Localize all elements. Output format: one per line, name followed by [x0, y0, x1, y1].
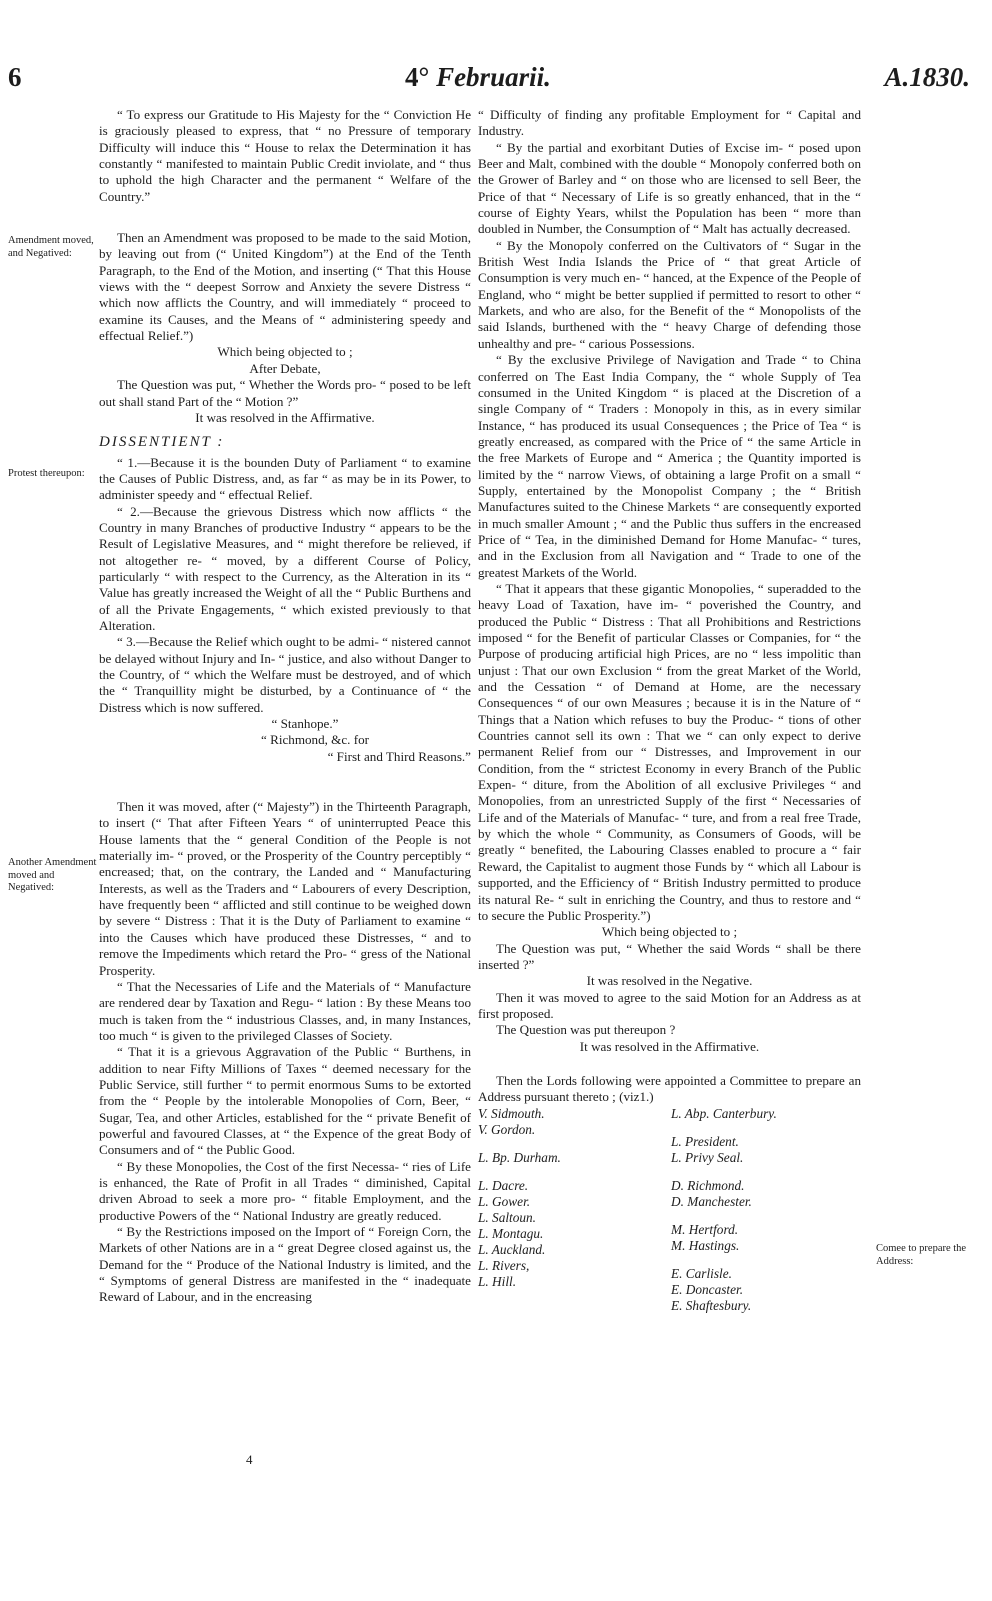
committee-lord: E. Doncaster. [671, 1282, 744, 1298]
address-quote-end: “ To express our Gratitude to His Majesty for the “ Conviction He is graciously pleased to express, that “ no Pressure of temporary Difficulty will induce this “ House to relax the Determination it has constantly “ manifested to maintain Public Credit inviolate, and “ thus to uphold the high Character and the permanent “ Welfare of the Country.” [99, 107, 471, 204]
second-amendment: Then it was moved, after (“ Majesty”) in the Thirteenth Paragraph, to insert (“ That after Fifteen Years “ of uninterrupted Peace this House laments that the “ general Condition of the People is not materially im- “ proved, or the Prosperity of the Country perceptibly “ encreased; that, on the contrary, the Landed and “ Manufacturing Interests, as well as the Traders and “ Labourers of every Description, have frequently been “ afflicted and still continue to be weighed down by severe “ Distress : That it is the Duty of Parliament to examine “ into the Causes which have produced these Distresses, “ and to remove the Impediments which retard the Pro- “ gress of the National Prosperity. [99, 799, 471, 978]
paragraph-difficulty: “ Difficulty of finding any profitable Employment for “ Capital and Industry. [478, 107, 861, 139]
margin-note-protest: Protest thereupon: [8, 468, 85, 479]
committee-lord [478, 1166, 653, 1178]
committee-lord: L. President. [671, 1133, 739, 1149]
committee-lord: D. Richmond. [671, 1177, 745, 1193]
signature-mark: 4 [246, 1452, 253, 1467]
committee-lord: D. Manchester. [671, 1194, 752, 1209]
committee-lord: E. Shaftesbury. [671, 1298, 752, 1314]
after-debate-line: After Debate, [249, 360, 321, 376]
paragraph-restrictions: “ By the Restrictions imposed on the Import of “ Foreign Corn, the Markets of other Nations are in a “ great Degree closed against us, the Demand for the “ Produce of the National Industry is limited, and the “ Symptoms of general Distress are manifested in the “ inadequate Reward of Labour, and in the encreasing [99, 1224, 471, 1305]
committee-lord: L. Gower. [478, 1194, 531, 1209]
reason-3: “ 3.—Because the Relief which ought to be admi- “ nistered cannot be delayed without Injury and In- “ justice, and also without Danger to the Country, of “ which the Welfare must be destroyed, and of which the “ Tranquillity might be disturbed, by a Continuance of “ the Distress which is now suffered. [99, 634, 471, 715]
paragraph-aggravation: “ That it is a grievous Aggravation of the Public “ Burthens, in addition to near Fifty Millions of Taxes “ deemed necessary for the Public Service, still further “ to permit enormous Sums to be extorted from the “ People by the intolerable Monopolies of Corn, Beer, “ Sugar, Tea, and other Articles, established for the “ private Benefit of powerful and favoured Classes, at “ the Expence of the great Body of Consumers and of “ the Public Good. [99, 1044, 471, 1158]
left-column [99, 107, 471, 1306]
signature-richmond: “ Richmond, &c. for [261, 732, 369, 748]
resolved-affirmative-2: It was resolved in the Affirmative. [579, 1038, 760, 1054]
committee-lord [671, 1210, 861, 1222]
committee-lord: E. Carlisle. [671, 1266, 732, 1282]
committee-lord: V. Gordon. [478, 1121, 536, 1137]
committee-lord [671, 1166, 861, 1178]
paragraph-sugar: “ By the Monopoly conferred on the Cultivators of “ Sugar in the British West India Islands the Price of “ that great Article of Consumption is very much en- “ hanced, at the Expence of the People of England, who “ might be better supplied if permitted to resort to other “ Markets, and who are also, for the Benefit of the “ Monopolists of the said Islands, burthened with the “ heavy Charge of defending those unhealthy and pre- “ carious Possessions. [478, 237, 861, 351]
committee-lord: V. Sidmouth. [478, 1105, 545, 1121]
committee-lord: L. Hill. [478, 1274, 517, 1290]
journal-year: A.1830. [884, 62, 970, 92]
objected-line-2: Which being objected to ; [601, 924, 738, 940]
committee-lord: L. Bp. Durham. [478, 1149, 561, 1165]
committee-intro: Then the Lords following were appointed a Committee to prepare an Address pursuant thereto ; (viz1.) [478, 1072, 861, 1105]
committee-lord [671, 1122, 861, 1134]
paragraph-excise: “ By the partial and exorbitant Duties of Excise im- “ posed upon Beer and Malt, combined with the double “ Monopoly conferred both on the Grower of Barley and “ on those who are licensed to sell Beer, the Price of that “ Necessary of Life is so greatly enhanced, that in the “ course of Eighty Years, whilst the Population has been “ more than doubled in Number, the Consumption of “ Malt has actually decreased. [478, 139, 861, 237]
paragraph-gigantic: “ That it appears that these gigantic Monopolies, “ superadded to the heavy Load of Taxation, have im- “ poverished the Country, and produced the Public “ Distress : That all Prohibitions and Restrictions imposed “ for the Benefit of particular Classes or Companies, for “ the Purpose of producing artificial high Prices, are no “ less impolitic than unjust : That our own Exclusion “ from the great Market of the World, and the Cessation “ of Demand at Home, are the necessary Consequences “ of our own Measures ; because it is in the Nature of “ Things that a Nation which refuses to buy the Produc- “ tions of other Countries cannot sell its own : That we “ can only expect to derive permanent Relief from our “ Distresses, and Improvement in our Condition, from the “ strictest Economy in every Branch of the Public Expen- “ diture, from the Abolition of all exclusive Privileges “ and Monopolies, from an unrestricted Supply of the first “ Necessaries of Life and of the Materials of Manufac- “ ture, and from a real free Trade, by which the whole “ Community, as Consumers of Goods, will be greatly “ benefited, the Labouring Classes enabled to procure a “ fair Reward, the Capitalist to augment those Funds by “ which all Labour is supported, and the Efficiency of “ British Industry permitted to produce its natural Re- “ sult in enriching the Country, and thus to restore and “ to secure the Public Prosperity.”) [478, 580, 861, 923]
journal-date [405, 62, 551, 93]
committee-lord: L. Dacre. [478, 1177, 529, 1193]
page-header [0, 62, 992, 98]
question-put-3: The Question was put thereupon ? [496, 1022, 676, 1038]
committee-lords [478, 1106, 861, 1315]
lords-left-list [478, 1106, 653, 1315]
paragraph-necessaries: “ That the Necessaries of Life and the Materials of “ Manufacture are rendered dear by Taxation and Regu- “ lation : By these Means too much is taken from the “ industrious Classes, and, in many Instances, too much “ is given to the privileged Classes of Society. [99, 978, 471, 1043]
signature-stanhope: “ Stanhope.” [271, 716, 339, 732]
committee-lord: M. Hastings. [671, 1238, 740, 1254]
resolved-negative: It was resolved in the Negative. [586, 973, 753, 989]
margin-note-amendment: Amendment moved, and Negatived: [8, 235, 94, 259]
margin-note-committee: Comee to prepare the Address: [876, 1243, 967, 1267]
dissentient-heading: DISSENTIENT : [99, 434, 225, 451]
committee-lord: M. Hertford. [671, 1222, 739, 1238]
reason-2: “ 2.—Because the grievous Distress which now afflicts “ the Country in many Branches of productive Industry “ appears to be the Result of Legislative Measures, and “ might therefore be relieved, if not altogether re- “ moved, by a different Course of Policy, particularly “ with respect to the Currency, as the Alteration in its “ Value has greatly increased the Weight of all the “ Public Burthens and of all the Private Engagements, “ which existed previously to that Alteration. [99, 503, 471, 633]
amendment-paragraph: Then an Amendment was proposed to be made to the said Motion, by leaving out from (“ United Kingdom”) at the End of the Tenth Paragraph, to the End of the Motion, and inserting (“ That this House views with the “ deepest Sorrow and Anxiety the severe Distress “ which now afflicts the Country, and will immediately “ proceed to examine its Causes, and the Means of “ administering speedy and effectual Relief.”) [99, 230, 471, 344]
moved-agree: Then it was moved to agree to the said Motion for an Address as at first proposed. [478, 989, 861, 1021]
right-column [478, 107, 861, 1315]
paragraph-monopolies: “ By these Monopolies, the Cost of the first Necessa- “ ries of Life is enhanced, the Rate of Profit in all Trades “ diminished, Capital driven Abroad to seek a more pro- “ fitable Employment, and the productive Powers of the “ National Industry are greatly reduced. [99, 1158, 471, 1223]
committee-lord: L. Abp. Canterbury. [671, 1105, 777, 1121]
lords-right-list [671, 1106, 861, 1315]
committee-lord: L. Rivers, [478, 1258, 530, 1274]
committee-lord: L. Saltoun. [478, 1210, 536, 1226]
signature-reasons: “ First and Third Reasons.” [327, 748, 471, 764]
date-prefix: 4° [405, 62, 430, 92]
question-put: The Question was put, “ Whether the Words pro- “ posed to be left out shall stand Part of the “ Motion ?” [99, 377, 471, 409]
page-number: 6 [8, 62, 22, 92]
resolved-affirmative: It was resolved in the Affirmative. [195, 409, 375, 425]
committee-lord [671, 1254, 861, 1266]
date-month: Februarii. [436, 62, 551, 92]
committee-lord: L. Privy Seal. [671, 1149, 744, 1165]
question-put-2: The Question was put, “ Whether the said Words “ shall be there inserted ?” [478, 940, 861, 972]
margin-note-another-amendment: Another Amendment moved and Negatived: [8, 857, 97, 894]
reason-1: “ 1.—Because it is the bounden Duty of Parliament “ to examine the Causes of Public Distress, and, as far “ as may be in its Power, to administer speedy and “ effectual Relief. [99, 454, 471, 503]
committee-lord: L. Montagu. [478, 1226, 544, 1242]
committee-lord: L. Auckland. [478, 1242, 546, 1258]
paragraph-tea: “ By the exclusive Privilege of Navigation and Trade “ to China conferred on The East India Company, the “ whole Supply of Tea consumed in the United Kingdom “ is placed at the Discretion of a single Company of “ Traders : Monopoly in this, as in every similar Instance, “ has produced its usual Consequences ; the Price of Tea “ is greatly encreased, as compared with the Price of “ the same Article in the free Markets of Europe and “ America ; the Quantity imported is limited by the “ narrow Views, of obtaining a large Profit on a small “ Supply, entertained by the Monopolist Company ; the “ British Manufactures suited to the Chinese Markets “ are consequently exported in much smaller Amount ; “ and the Public thus suffers in the encreased Price of “ Tea, in the diminished Demand for Home Manufac- “ tures, and in the Exclusion from all Navigation and “ Trade to one of the greatest Markets of the World. [478, 352, 861, 580]
committee-lord [478, 1138, 653, 1150]
objected-line: Which being objected to ; [217, 344, 353, 360]
